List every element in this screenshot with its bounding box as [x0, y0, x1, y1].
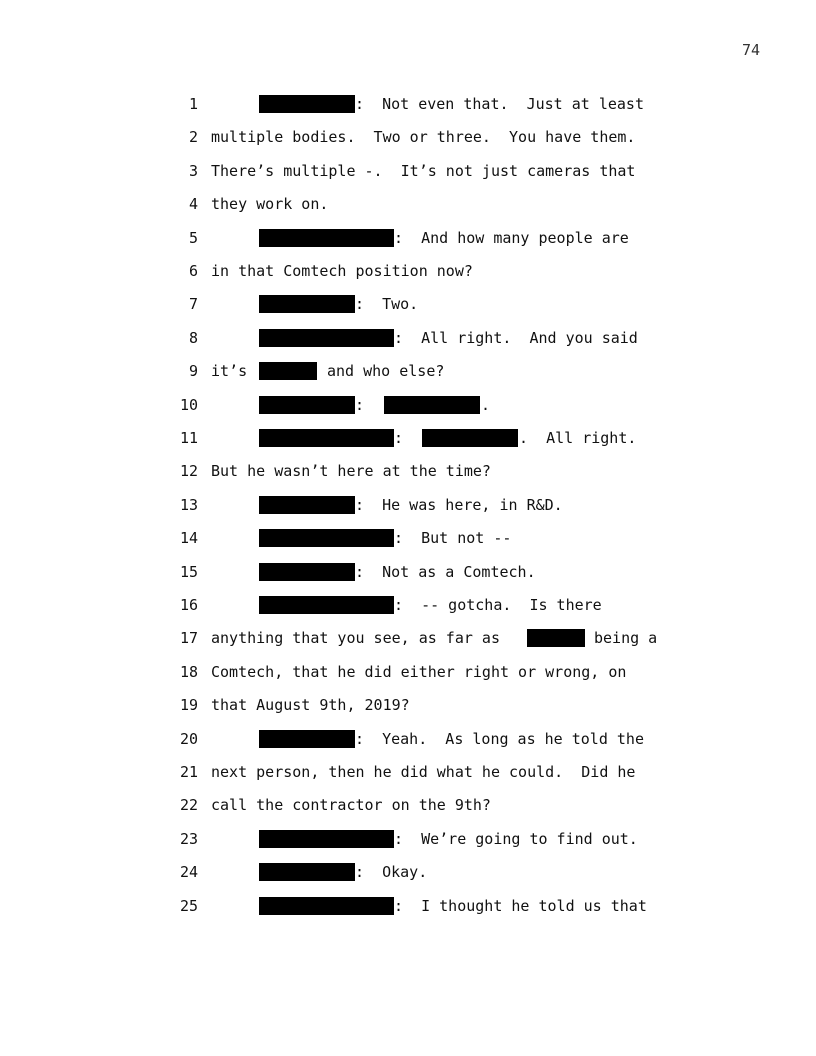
- line-number: 22: [179, 796, 198, 814]
- transcript-line: [0, 159, 816, 183]
- line-number: 11: [179, 429, 198, 447]
- line-number: 20: [179, 730, 198, 748]
- line-number: 1: [188, 95, 198, 113]
- redaction-box: [259, 730, 355, 748]
- line-number: 24: [179, 863, 198, 881]
- line-number: 10: [179, 396, 198, 414]
- transcript-line: [0, 259, 816, 283]
- redaction-box: [259, 897, 394, 915]
- transcript-line: [0, 894, 816, 918]
- transcript-line: [0, 125, 816, 149]
- line-text: : But not --: [394, 529, 512, 547]
- line-number: 2: [188, 128, 198, 146]
- transcript-line: [0, 526, 816, 550]
- redaction-box: [259, 863, 355, 881]
- transcript-line: [0, 426, 816, 450]
- redaction-box: [259, 496, 355, 514]
- line-number: 7: [188, 295, 198, 313]
- transcript-line: [0, 192, 816, 216]
- redaction-box: [259, 830, 394, 848]
- line-number: 4: [188, 195, 198, 213]
- transcript-line: [0, 326, 816, 350]
- line-text: There’s multiple -. It’s not just cameras that: [211, 162, 636, 180]
- line-text: call the contractor on the 9th?: [211, 796, 491, 814]
- line-text: next person, then he did what he could. Did he: [211, 763, 636, 781]
- transcript-line: [0, 727, 816, 751]
- line-number: 16: [179, 596, 198, 614]
- line-number: 12: [179, 462, 198, 480]
- redaction-box: [259, 229, 394, 247]
- line-number: 21: [179, 763, 198, 781]
- line-text: But he wasn’t here at the time?: [211, 462, 491, 480]
- redaction-box: [527, 629, 585, 647]
- transcript-line: [0, 292, 816, 316]
- line-text: : I thought he told us that: [394, 897, 647, 915]
- line-number: 9: [188, 362, 198, 380]
- line-text-continuation: and who else?: [327, 362, 445, 380]
- line-text: :: [355, 396, 365, 414]
- redaction-box: [259, 295, 355, 313]
- transcript-line: [0, 359, 816, 383]
- line-number: 17: [179, 629, 198, 647]
- line-text: : All right. And you said: [394, 329, 638, 347]
- line-text: : Yeah. As long as he told the: [355, 730, 644, 748]
- line-number: 23: [179, 830, 198, 848]
- line-text: :: [394, 429, 404, 447]
- redaction-box: [259, 529, 394, 547]
- transcript-line: [0, 860, 816, 884]
- line-text: in that Comtech position now?: [211, 262, 473, 280]
- redaction-box: [259, 596, 394, 614]
- page-number: 74: [742, 41, 761, 59]
- transcript-line: [0, 793, 816, 817]
- line-number: 25: [179, 897, 198, 915]
- line-text: : And how many people are: [394, 229, 629, 247]
- transcript-line: [0, 226, 816, 250]
- transcript-line: [0, 760, 816, 784]
- line-number: 19: [179, 696, 198, 714]
- line-number: 15: [179, 563, 198, 581]
- line-text: that August 9th, 2019?: [211, 696, 410, 714]
- transcript-line: [0, 626, 816, 650]
- transcript-line: [0, 693, 816, 717]
- line-number: 8: [188, 329, 198, 347]
- line-text: : Not even that. Just at least: [355, 95, 644, 113]
- redaction-box: [422, 429, 518, 447]
- redaction-box: [259, 329, 394, 347]
- line-number: 14: [179, 529, 198, 547]
- line-text: : We’re going to find out.: [394, 830, 638, 848]
- line-text: it’s: [211, 362, 248, 380]
- transcript-line: [0, 459, 816, 483]
- line-text-continuation: . All right.: [519, 429, 637, 447]
- transcript-line: [0, 92, 816, 116]
- redaction-box: [259, 362, 317, 380]
- transcript-line: [0, 593, 816, 617]
- transcript-line: [0, 560, 816, 584]
- line-number: 3: [188, 162, 198, 180]
- line-text: they work on.: [211, 195, 329, 213]
- transcript-line: [0, 393, 816, 417]
- line-text: : Not as a Comtech.: [355, 563, 536, 581]
- transcript-line: [0, 827, 816, 851]
- line-number: 5: [188, 229, 198, 247]
- line-text: multiple bodies. Two or three. You have them.: [211, 128, 636, 146]
- line-text: : Okay.: [355, 863, 428, 881]
- line-text: anything that you see, as far as: [211, 629, 500, 647]
- line-text: : Two.: [355, 295, 419, 313]
- line-text: Comtech, that he did either right or wrong, on: [211, 663, 627, 681]
- redaction-box: [384, 396, 480, 414]
- line-number: 18: [179, 663, 198, 681]
- line-text-continuation: .: [481, 396, 491, 414]
- line-number: 13: [179, 496, 198, 514]
- redaction-box: [259, 396, 355, 414]
- transcript-line: [0, 660, 816, 684]
- line-text: : -- gotcha. Is there: [394, 596, 602, 614]
- line-text: : He was here, in R&D.: [355, 496, 563, 514]
- transcript-line: [0, 493, 816, 517]
- redaction-box: [259, 95, 355, 113]
- redaction-box: [259, 563, 355, 581]
- line-text-continuation: being a: [594, 629, 658, 647]
- line-number: 6: [188, 262, 198, 280]
- redaction-box: [259, 429, 394, 447]
